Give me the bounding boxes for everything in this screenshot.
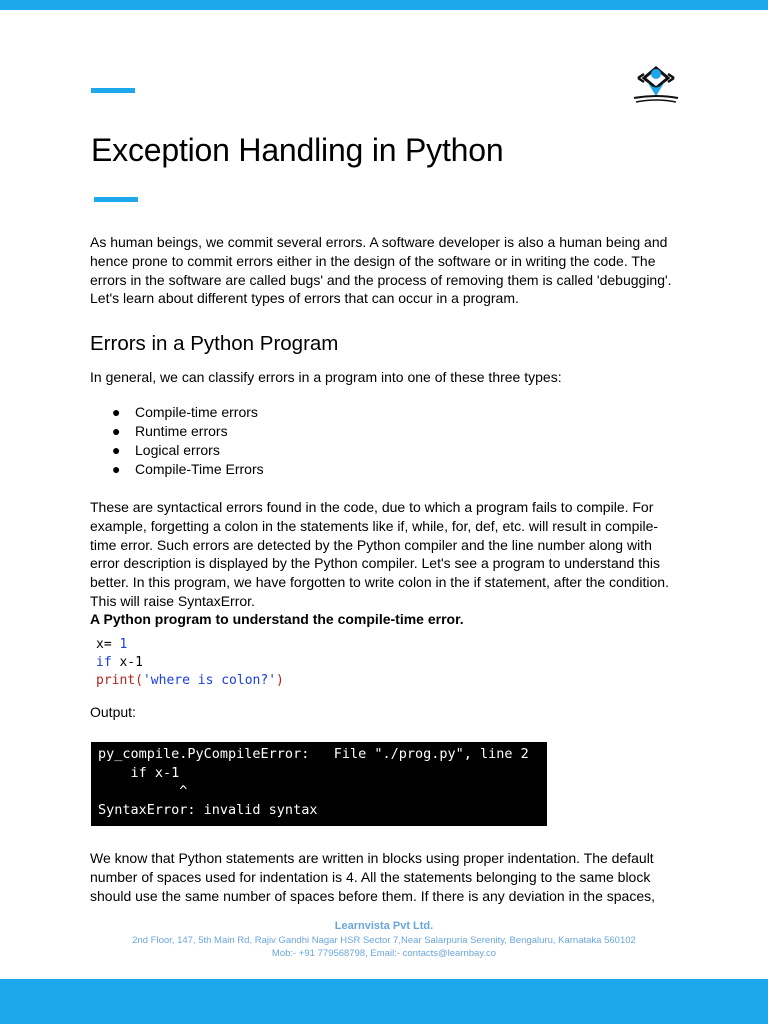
page-title: Exception Handling in Python <box>91 132 504 168</box>
bottom-accent-bar <box>0 979 768 1024</box>
list-item: ● Runtime errors <box>112 423 228 439</box>
list-item: ● Compile-Time Errors <box>112 461 264 477</box>
footer-address: 2nd Floor, 147, 5th Main Rd, Rajiv Gandhi Nagar HSR Sector 7,Near Salarpuria Serenity, Bengaluru, Karnataka 560102 <box>132 935 636 946</box>
title-accent-bottom <box>94 197 138 202</box>
footer-contact: Mob:- +91 779568798, Email:- contacts@learnbay.co <box>271 948 497 959</box>
code-block: x= 1 if x-1 print('where is colon?') <box>96 637 284 688</box>
learnbay-logo-icon <box>630 60 682 106</box>
top-accent-bar <box>0 0 768 10</box>
section-heading: Errors in a Python Program <box>90 332 339 355</box>
title-accent-top <box>91 88 135 93</box>
program-heading: A Python program to understand the compile-time error. <box>90 611 464 627</box>
classify-text: In general, we can classify errors in a program into one of these three types: <box>90 369 562 385</box>
list-item: ● Compile-time errors <box>112 404 258 420</box>
closing-paragraph: We know that Python statements are written in blocks using proper indentation. The default number of spaces used for indentation is 4. All the statements belonging to the same block should use the same number of spaces before them. If there is any deviation in the spaces, <box>90 850 655 904</box>
intro-paragraph: As human beings, we commit several errors. A software developer is also a human being and hence prone to commit errors either in the design of the software or in writing the code. The errors in the software are called bugs' and the process of removing them is called 'debugging'. Let's learn about different types of errors that can occur in a program. <box>90 234 672 307</box>
output-label: Output: <box>90 704 136 720</box>
footer-company: Learnvista Pvt Ltd. <box>334 920 434 932</box>
terminal-output: py_compile.PyCompileError: File "./prog.py", line 2 if x-1 ^ SyntaxError: invalid syntax <box>91 742 547 826</box>
list-item: ● Logical errors <box>112 442 220 458</box>
error-types-list <box>90 403 264 479</box>
explanation-paragraph: These are syntactical errors found in the code, due to which a program fails to compile. For example, forgetting a colon in the statements like if, while, for, def, etc. will result in compile-time error. Such errors are detected by the Python compiler and the line number along with error description is displayed by the Python compiler. Let's see a program to understand this better. In this program, we have forgotten to write colon in the if statement, after the condition. This will raise SyntaxError. <box>90 499 669 609</box>
